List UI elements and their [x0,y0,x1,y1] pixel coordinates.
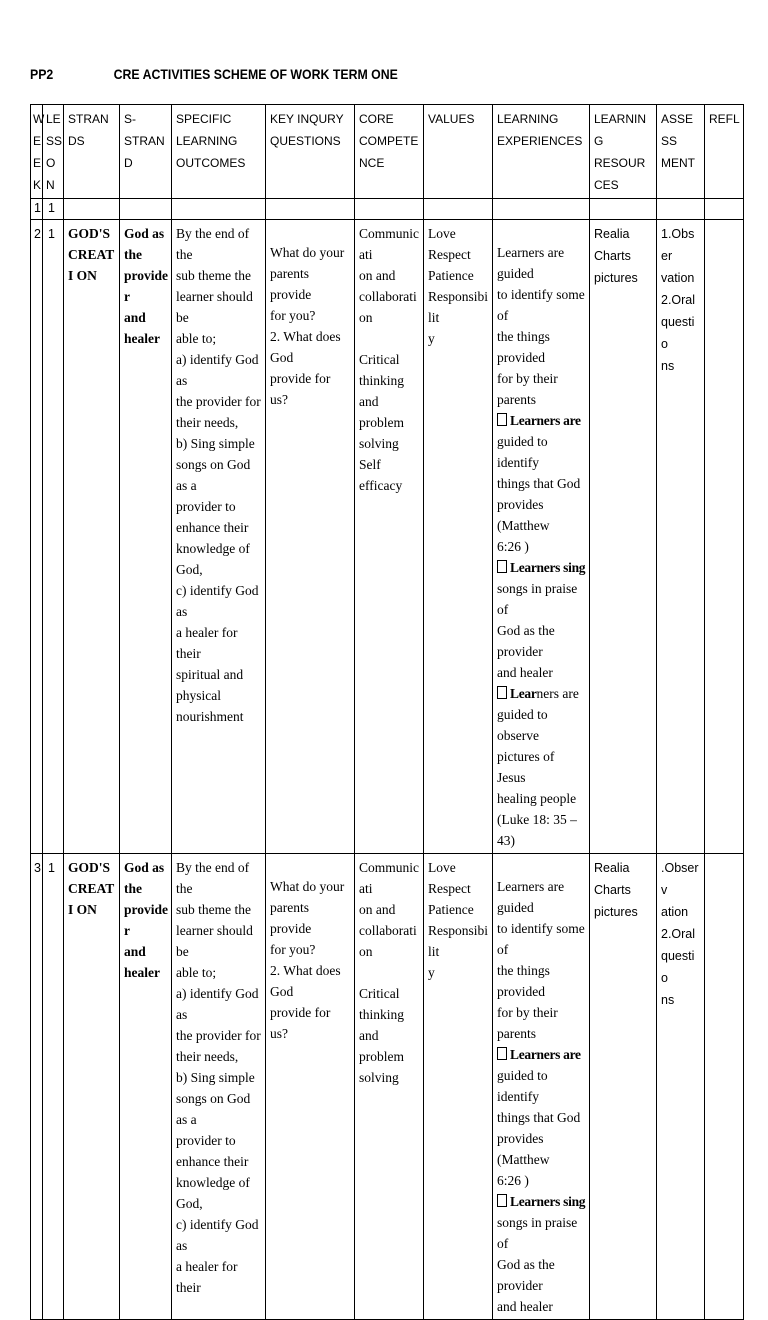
list-item: Learners are [497,683,586,704]
lesson-cell: 1 [43,854,64,1320]
empty-cell [266,199,355,220]
header-key-inquiry-questions: KEY INQURY QUESTIONS [266,105,355,199]
header-values: VALUES [424,105,493,199]
learning-experiences-cell: Learners are guided to identify some of the things provided for by their parents Learners are guided to identify things that God provides (Matthew 6:26 ) Learners sing songs in praise of God as the provider and healer [493,854,590,1320]
list-item: Learners are [497,1044,586,1065]
lesson-cell: 1 [43,220,64,854]
empty-cell [590,199,657,220]
sub-strand-cell: God as the provider and healer [120,854,172,1320]
week-cell: 2 [31,220,43,854]
header-lesson: LE SS O N [43,105,64,199]
sub-strand-cell: God as the provider and healer [120,220,172,854]
header-strands: STRANDS [64,105,120,199]
empty-cell [493,199,590,220]
key-questions-cell: What do your parents provide for you? 2. What does God provide for us? [266,854,355,1320]
scheme-of-work-table [30,104,744,1320]
bullet-box-icon [497,1194,507,1207]
empty-cell [657,199,705,220]
strand-cell: GOD'S CREATI ON [64,220,120,854]
learning-experiences-cell: Learners are guided to identify some of the things provided for by their parents Learners are guided to identify things that God provides (Matthew 6:26 ) Learners sing songs in praise of God as the provider and healer Learners are guided to observe pictures of Jesus healing people (Luke 18: 35 – 43) [493,220,590,854]
table-row [31,854,744,1320]
learning-resources-cell: Realia Charts pictures [590,220,657,854]
reflection-cell [705,220,744,854]
empty-cell [705,199,744,220]
header-sub-strand: S- STRAND [120,105,172,199]
bullet-box-icon [497,560,507,573]
learning-outcomes-cell: By the end of the sub theme the learner should be able to; a) identify God as the provider for their needs, b) Sing simple songs on God as a provider to enhance their knowledge of God, c) identify God as a healer for their spiritual and physical nourishment [172,220,266,854]
header-row [31,105,744,199]
header-learning-experiences: LEARNING EXPERIENCES [493,105,590,199]
bullet-box-icon [497,1047,507,1060]
list-item: Learners sing [497,557,586,578]
header-learning-resources: LEARNING RESOURCES [590,105,657,199]
empty-cell [355,199,424,220]
list-item: Learners sing [497,1191,586,1212]
strand-cell: GOD'S CREATI ON [64,854,120,1320]
core-competence-cell: Communicati on and collaboration Critical thinking and problem solving [355,854,424,1320]
bullet-box-icon [497,686,507,699]
week-cell: 1 [31,199,43,220]
reflection-cell [705,854,744,1320]
header-reflection: REFL [705,105,744,199]
header-week: W E E K [31,105,43,199]
table-row [31,220,744,854]
document-title: CRE ACTIVITIES SCHEME OF WORK TERM ONE [113,66,398,82]
learning-outcomes-cell: By the end of the sub theme the learner should be able to; a) identify God as the provider for their needs, b) Sing simple songs on God as a provider to enhance their knowledge of God, c) identify God as a healer for their [172,854,266,1320]
empty-cell [424,199,493,220]
lesson-cell: 1 [43,199,64,220]
header-specific-learning-outcomes: SPECIFIC LEARNING OUTCOMES [172,105,266,199]
empty-cell [64,199,120,220]
table-row [31,199,744,220]
assessment-cell: .Observ ation 2.Oral questio ns [657,854,705,1320]
bullet-box-icon [497,413,507,426]
assessment-cell: 1.Obser vation 2.Oral questio ns [657,220,705,854]
values-cell: Love Respect Patience Responsibilit y [424,220,493,854]
document-heading [30,66,646,86]
list-item: Learners are [497,410,586,431]
key-questions-cell: What do your parents provide for you? 2. What does God provide for us? [266,220,355,854]
class-label: PP2 [30,66,54,82]
empty-cell [120,199,172,220]
learning-resources-cell: Realia Charts pictures [590,854,657,1320]
empty-cell [172,199,266,220]
core-competence-cell: Communicati on and collaboration Critical thinking and problem solving Self efficacy [355,220,424,854]
header-core-competence: CORE COMPETENCE [355,105,424,199]
week-cell: 3 [31,854,43,1320]
values-cell: Love Respect Patience Responsibilit y [424,854,493,1320]
header-assessment: ASSESS MENT [657,105,705,199]
